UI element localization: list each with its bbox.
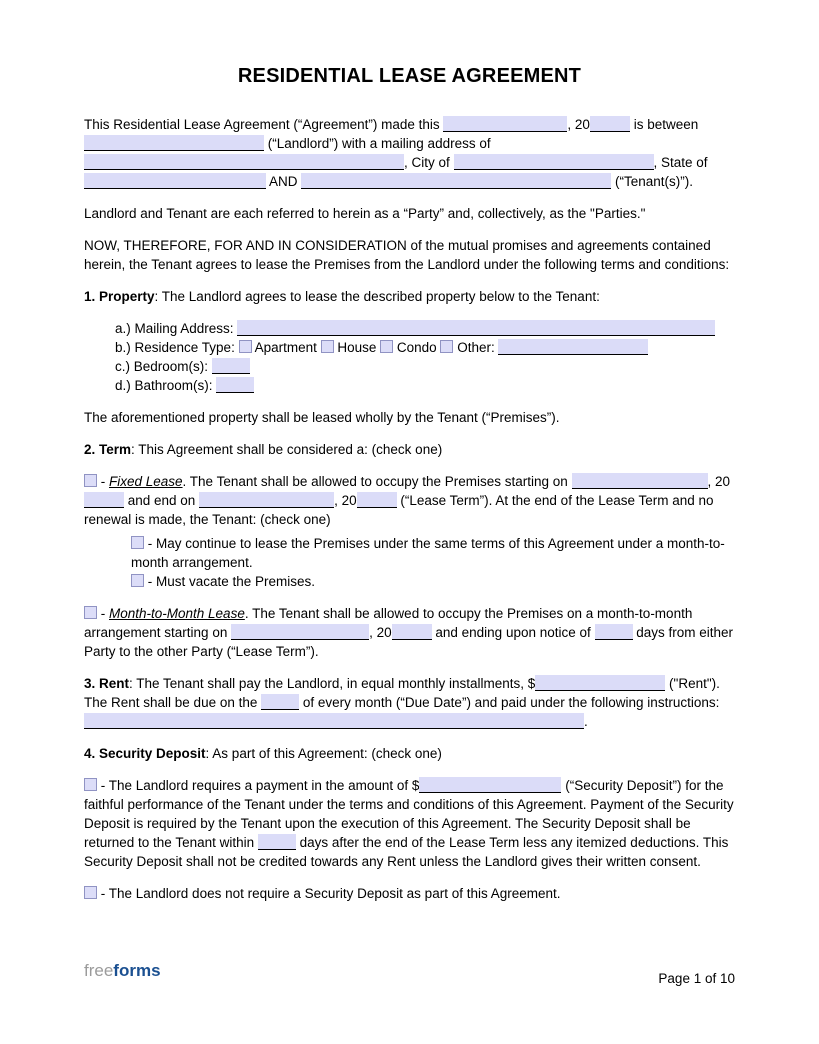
text-run: Condo — [393, 340, 441, 355]
text-run: . The Tenant shall be allowed to occupy the Premises starting on — [182, 474, 572, 489]
residence-other-checkbox[interactable] — [440, 340, 453, 353]
parties-paragraph — [84, 204, 735, 223]
page-title: RESIDENTIAL LEASE AGREEMENT — [237, 65, 582, 87]
text-run: Landlord and Tenant are each referred to herein as a “Party” and, collectively, as the "Parties." — [84, 206, 646, 221]
text-run: The aforementioned property shall be leased wholly by the Tenant (“Premises”). — [84, 410, 560, 425]
text-run: days from either Party to the other Party (“Lease Term”). — [84, 625, 734, 659]
text-run: d.) Bathroom(s): — [115, 378, 217, 393]
text-run: Fixed Lease — [109, 474, 183, 489]
fixed-start-year-field[interactable] — [84, 492, 124, 508]
property-item-bedrooms — [115, 357, 735, 376]
text-run: 3. Rent — [84, 676, 130, 691]
text-run: , State of — [653, 155, 708, 170]
option-may-continue — [131, 534, 735, 572]
text-run: (“Tenant(s)”). — [611, 174, 694, 189]
rent-due-day-field[interactable] — [261, 694, 299, 710]
text-run: - — [97, 474, 109, 489]
deposit-return-days-field[interactable] — [258, 834, 296, 850]
property-mailing-address-field[interactable] — [237, 320, 715, 336]
residence-apartment-checkbox[interactable] — [239, 340, 252, 353]
property-detail-list — [115, 319, 735, 395]
residence-condo-checkbox[interactable] — [380, 340, 393, 353]
property-item-residence-type — [115, 338, 735, 357]
m2m-start-year-field[interactable] — [392, 624, 432, 640]
text-run: - — [97, 606, 109, 621]
text-run: Apartment — [251, 340, 321, 355]
text-run: , 20 — [334, 493, 357, 508]
document-page — [84, 0, 735, 903]
text-run: House — [333, 340, 381, 355]
text-run: : This Agreement shall be considered a: (check one) — [131, 442, 443, 457]
text-run: , City of — [404, 155, 454, 170]
text-run: - Must vacate the Premises. — [144, 574, 316, 589]
text-run: AND — [266, 174, 302, 189]
agreement-year-field[interactable] — [590, 116, 630, 132]
text-run: This Residential Lease Agreement (“Agreement”) made this — [84, 117, 444, 132]
option-must-vacate — [131, 572, 735, 591]
premises-paragraph — [84, 408, 735, 427]
text-run: days after the end of the Lease Term less any itemized deductions. This Security Deposit shall not be credited towards any Rent unless the Landlord gives their written consent. — [84, 835, 729, 869]
section-3-rent-paragraph — [84, 674, 735, 731]
landlord-state-field[interactable] — [84, 173, 266, 189]
logo-forms-text: forms — [113, 961, 161, 980]
text-run: Other: — [453, 340, 499, 355]
m2m-start-date-field[interactable] — [231, 624, 369, 640]
text-run: b.) Residence Type: — [115, 340, 239, 355]
text-run: is between — [629, 117, 699, 132]
text-run: and end on — [124, 493, 200, 508]
section-4-deposit-heading — [84, 744, 735, 763]
bathrooms-field[interactable] — [216, 377, 254, 393]
fixed-start-date-field[interactable] — [572, 473, 708, 489]
no-deposit-checkbox[interactable] — [84, 886, 97, 899]
text-run: - The Landlord does not require a Security Deposit as part of this Agreement. — [97, 886, 561, 901]
rent-amount-field[interactable] — [535, 675, 665, 691]
text-run: Month-to-Month Lease — [109, 606, 245, 621]
bedrooms-field[interactable] — [212, 358, 250, 374]
text-run: : As part of this Agreement: (check one) — [205, 746, 442, 761]
property-item-mailing-address — [115, 319, 735, 338]
text-run: (“Landlord”) with a mailing address of — [264, 136, 491, 151]
term-end-options — [131, 534, 735, 591]
residence-other-field[interactable] — [498, 339, 648, 355]
text-run: (“Security Deposit”) for the faithful performance of the Tenant under the terms and conditions of this Agreement. Payment of the Security Deposit is required by the Tenant upon the execution of this Agreement. The Security Deposit shall be returned to the Tenant within — [84, 778, 734, 850]
section-1-property-heading — [84, 287, 735, 306]
fixed-lease-checkbox[interactable] — [84, 474, 97, 487]
month-to-month-checkbox[interactable] — [84, 606, 97, 619]
page-number: Page 1 of 10 — [658, 971, 735, 986]
text-run: . — [584, 714, 588, 729]
agreement-day-month-field[interactable] — [443, 116, 567, 132]
property-item-bathrooms — [115, 376, 735, 395]
intro-paragraph — [84, 115, 735, 191]
fixed-lease-paragraph — [84, 472, 735, 529]
landlord-address-field[interactable] — [84, 154, 404, 170]
text-run: - The Landlord requires a payment in the amount of $ — [97, 778, 420, 793]
must-vacate-checkbox[interactable] — [131, 574, 144, 587]
no-deposit-paragraph — [84, 884, 735, 903]
text-run: . The Tenant shall be allowed to occupy the Premises on a month-to-month arrangement starting on — [84, 606, 693, 640]
m2m-notice-days-field[interactable] — [595, 624, 633, 640]
text-run: - May continue to lease the Premises under the same terms of this Agreement under a month-to-month arrangement. — [131, 536, 725, 570]
text-run: , 20 — [369, 625, 392, 640]
text-run: (“Lease Term”). At the end of the Lease Term and no renewal is made, the Tenant: (check one) — [84, 493, 714, 527]
text-run: NOW, THEREFORE, FOR AND IN CONSIDERATION of the mutual promises and agreements contained herein, the Tenant agrees to lease the Premises from the Landlord under the following terms and conditions: — [84, 238, 730, 272]
text-run: c.) Bedroom(s): — [115, 359, 212, 374]
text-run: : The Landlord agrees to lease the described property below to the Tenant: — [154, 289, 600, 304]
text-run: 1. Property — [84, 289, 155, 304]
text-run: : The Tenant shall pay the Landlord, in equal monthly installments, $ — [129, 676, 536, 691]
section-2-term-heading — [84, 440, 735, 459]
tenant-name-field[interactable] — [301, 173, 611, 189]
text-run: , 20 — [567, 117, 590, 132]
deposit-required-checkbox[interactable] — [84, 778, 97, 791]
text-run: , 20 — [707, 474, 731, 489]
landlord-city-field[interactable] — [454, 154, 654, 170]
landlord-name-field[interactable] — [84, 135, 264, 151]
text-run: and ending upon notice of — [431, 625, 595, 640]
fixed-end-date-field[interactable] — [199, 492, 334, 508]
month-to-month-paragraph — [84, 604, 735, 661]
payment-instructions-field[interactable] — [84, 713, 584, 729]
text-run: 2. Term — [84, 442, 132, 457]
text-run: 4. Security Deposit — [84, 746, 206, 761]
may-continue-checkbox[interactable] — [131, 536, 144, 549]
text-run: of every month (“Due Date”) and paid under the following instructions: — [299, 695, 720, 710]
fixed-end-year-field[interactable] — [357, 492, 397, 508]
logo-free-text: free — [84, 961, 114, 980]
residence-house-checkbox[interactable] — [321, 340, 334, 353]
deposit-required-paragraph — [84, 776, 735, 871]
text-run: ("Rent"). The Rent shall be due on the — [84, 676, 720, 710]
text-run: a.) Mailing Address: — [115, 321, 238, 336]
freeforms-logo — [84, 961, 161, 981]
consideration-paragraph — [84, 236, 735, 274]
deposit-amount-field[interactable] — [419, 777, 561, 793]
